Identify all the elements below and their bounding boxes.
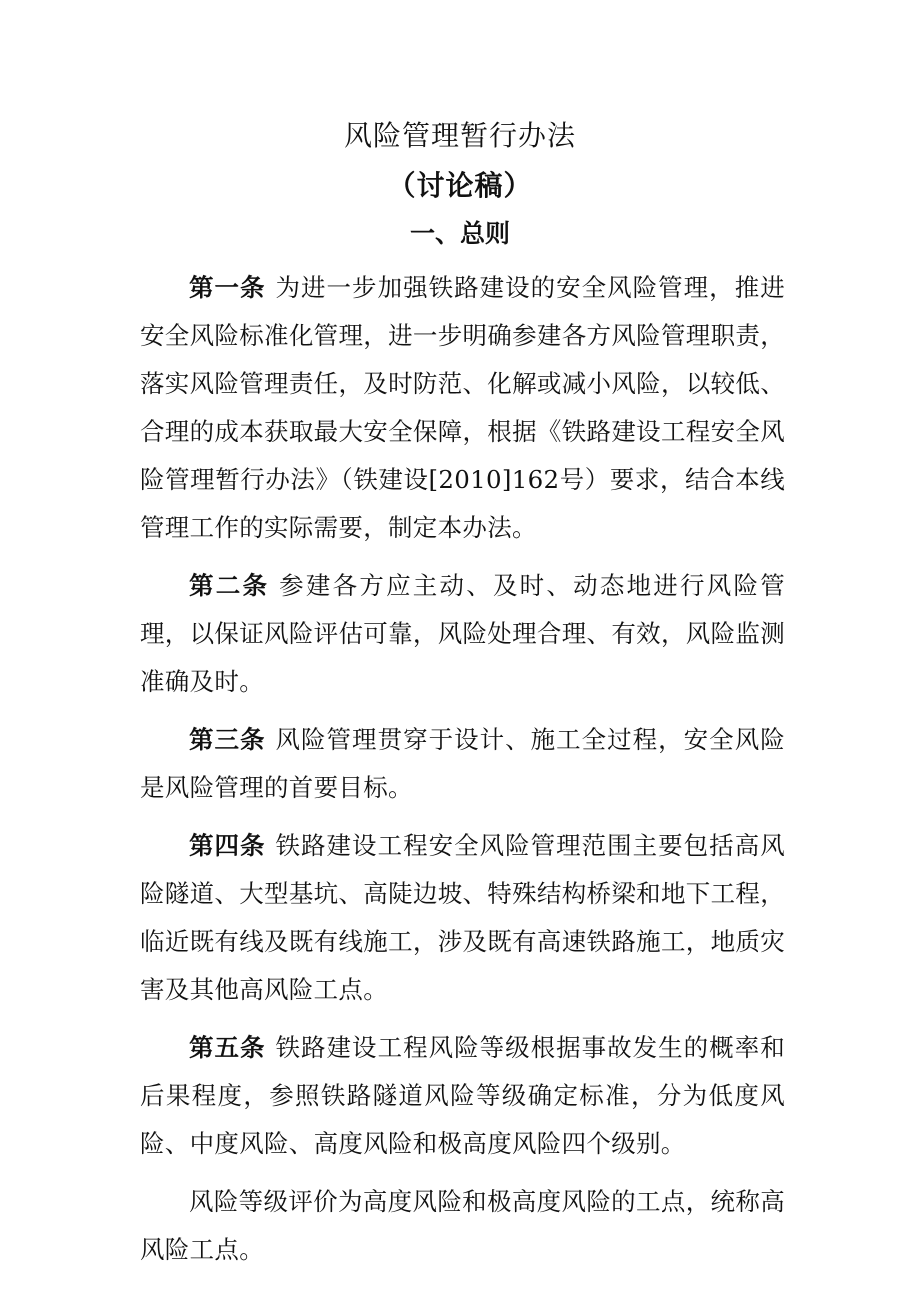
paragraph-note — [140, 1178, 785, 1274]
paragraph-text: 风险等级评价为高度风险和极高度风险的工点，统称高风险工点。 — [140, 1187, 785, 1264]
article-1 — [140, 264, 785, 552]
article-text: 风险管理贯穿于设计、施工全过程，安全风险是风险管理的首要目标。 — [140, 725, 785, 802]
article-text: 为进一步加强铁路建设的安全风险管理，推进安全风险标准化管理，进一步明确参建各方风险管理职责，落实风险管理责任，及时防范、化解或减小风险，以较低、合理的成本获取最大安全保障，根据《铁路建设工程安全风险管理暂行办法》（铁建设[2010]162号）要求，结合本线管理工作的实际需要，制定本办法。 — [140, 273, 785, 542]
document-title: 风险管理暂行办法 — [343, 119, 576, 152]
article-label: 第三条 — [189, 725, 266, 754]
article-label: 第四条 — [189, 831, 266, 860]
article-text: 参建各方应主动、及时、动态地进行风险管理，以保证风险评估可靠，风险处理合理、有效，风险监测准确及时。 — [140, 571, 785, 696]
document-subtitle: （讨论稿） — [387, 169, 533, 202]
section-heading: 一、总则 — [409, 219, 510, 248]
article-label: 第一条 — [189, 273, 266, 302]
article-5 — [140, 1024, 785, 1168]
article-label: 第二条 — [189, 571, 270, 600]
document-body — [140, 264, 785, 1274]
article-4 — [140, 822, 785, 1014]
article-label: 第五条 — [189, 1033, 266, 1062]
article-3 — [140, 716, 785, 812]
article-text: 铁路建设工程安全风险管理范围主要包括高风险隧道、大型基坑、高陡边坡、特殊结构桥梁和地下工程，临近既有线及既有线施工，涉及既有高速铁路施工，地质灾害及其他高风险工点。 — [140, 831, 785, 1004]
article-text: 铁路建设工程风险等级根据事故发生的概率和后果程度，参照铁路隧道风险等级确定标准，分为低度风险、中度风险、高度风险和极高度风险四个级别。 — [140, 1033, 785, 1158]
article-2 — [140, 562, 785, 706]
